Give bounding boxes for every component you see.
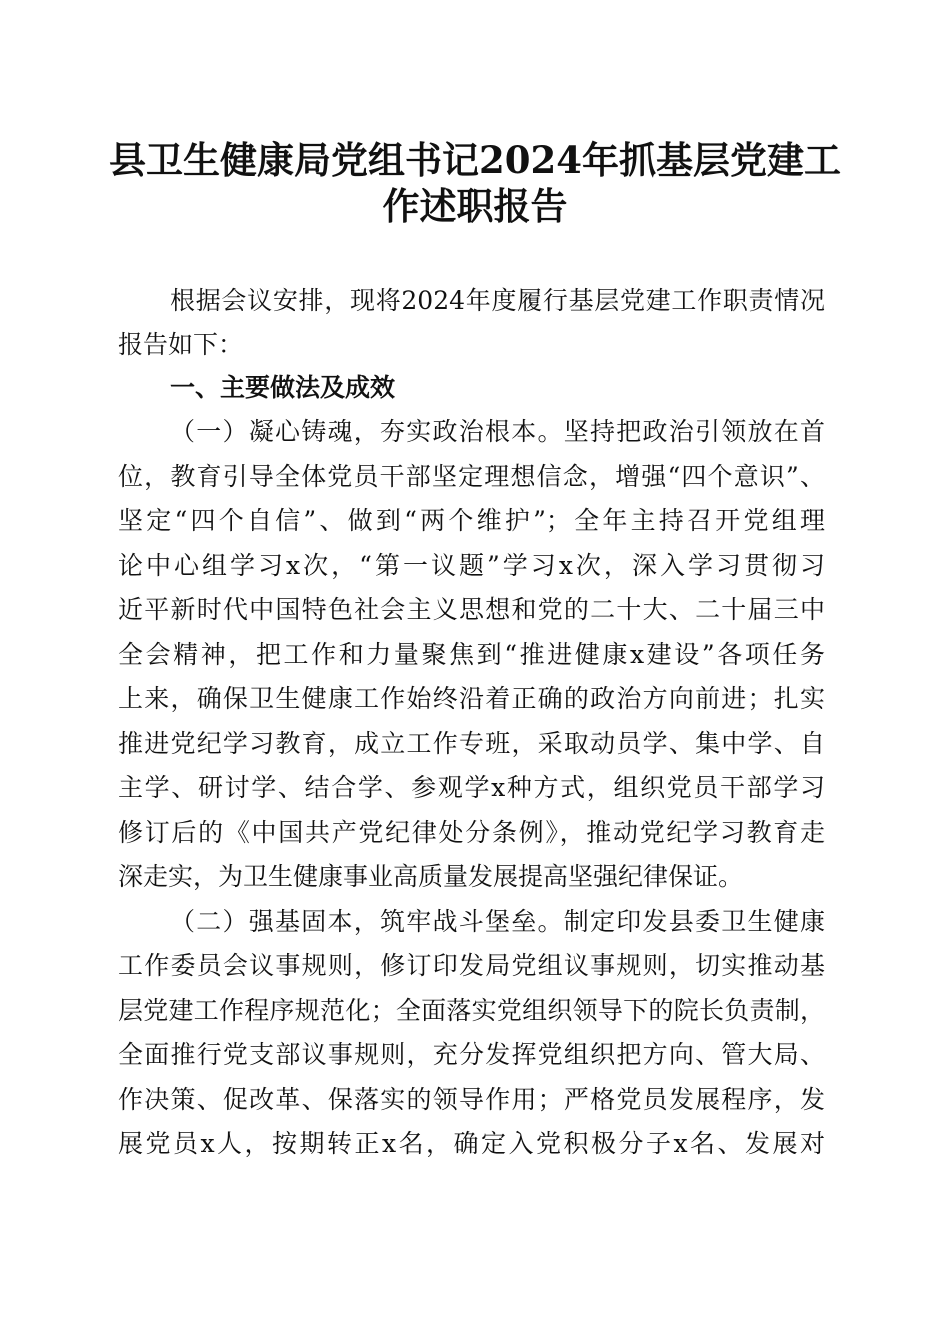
paragraph-line: 推进党纪学习教育，成立工作专班，采取动员学、集中学、自 (118, 729, 825, 758)
paragraph-line: 论中心组学习x次，“第一议题”学习x次，深入学习贯彻习 (118, 551, 825, 580)
paragraph-line: 坚定“四个自信”、做到“两个维护”；全年主持召开党组理 (118, 506, 825, 535)
paragraph-line: 深走实，为卫生健康事业高质量发展提高坚强纪律保证。 (118, 862, 744, 891)
paragraph-line: 作决策、促改革、保落实的领导作用；严格党员发展程序，发 (118, 1085, 825, 1114)
paragraph-line: 工作委员会议事规则，修订印发局党组议事规则，切实推动基 (118, 951, 825, 980)
paragraph-line: 修订后的《中国共产党纪律处分条例》，推动党纪学习教育走 (118, 818, 825, 847)
paragraph-line: 全会精神，把工作和力量聚焦到“推进健康x建设”各项任务 (118, 640, 825, 669)
intro-line: 报告如下： (118, 330, 244, 359)
paragraph-line: （一）凝心铸魂，夯实政治根本。坚持把政治引领放在首 (170, 417, 825, 446)
paragraph-line: 近平新时代中国特色社会主义思想和党的二十大、二十届三中 (118, 595, 825, 624)
section-heading: 一、主要做法及成效 (170, 373, 396, 402)
paragraph-line: 上来，确保卫生健康工作始终沿着正确的政治方向前进；扎实 (118, 684, 825, 713)
paragraph-line: 位，教育引导全体党员干部坚定理想信念，增强“四个意识”、 (118, 462, 825, 491)
paragraph-line: 主学、研讨学、结合学、参观学x种方式，组织党员干部学习 (118, 773, 825, 802)
paragraph-line: 层党建工作程序规范化；全面落实党组织领导下的院长负责制， (118, 996, 825, 1025)
document-title-line-2: 作述职报告 (382, 184, 568, 228)
paragraph-line: 全面推行党支部议事规则，充分发挥党组织把方向、管大局、 (118, 1040, 825, 1069)
paragraph-line: （二）强基固本，筑牢战斗堡垒。制定印发县委卫生健康 (170, 907, 825, 936)
document-title-line-1: 县卫生健康局党组书记2024年抓基层党建工 (109, 138, 841, 182)
paragraph-line: 展党员x人，按期转正x名，确定入党积极分子x名、发展对 (118, 1129, 825, 1158)
intro-line: 根据会议安排，现将2024年度履行基层党建工作职责情况 (170, 286, 825, 315)
